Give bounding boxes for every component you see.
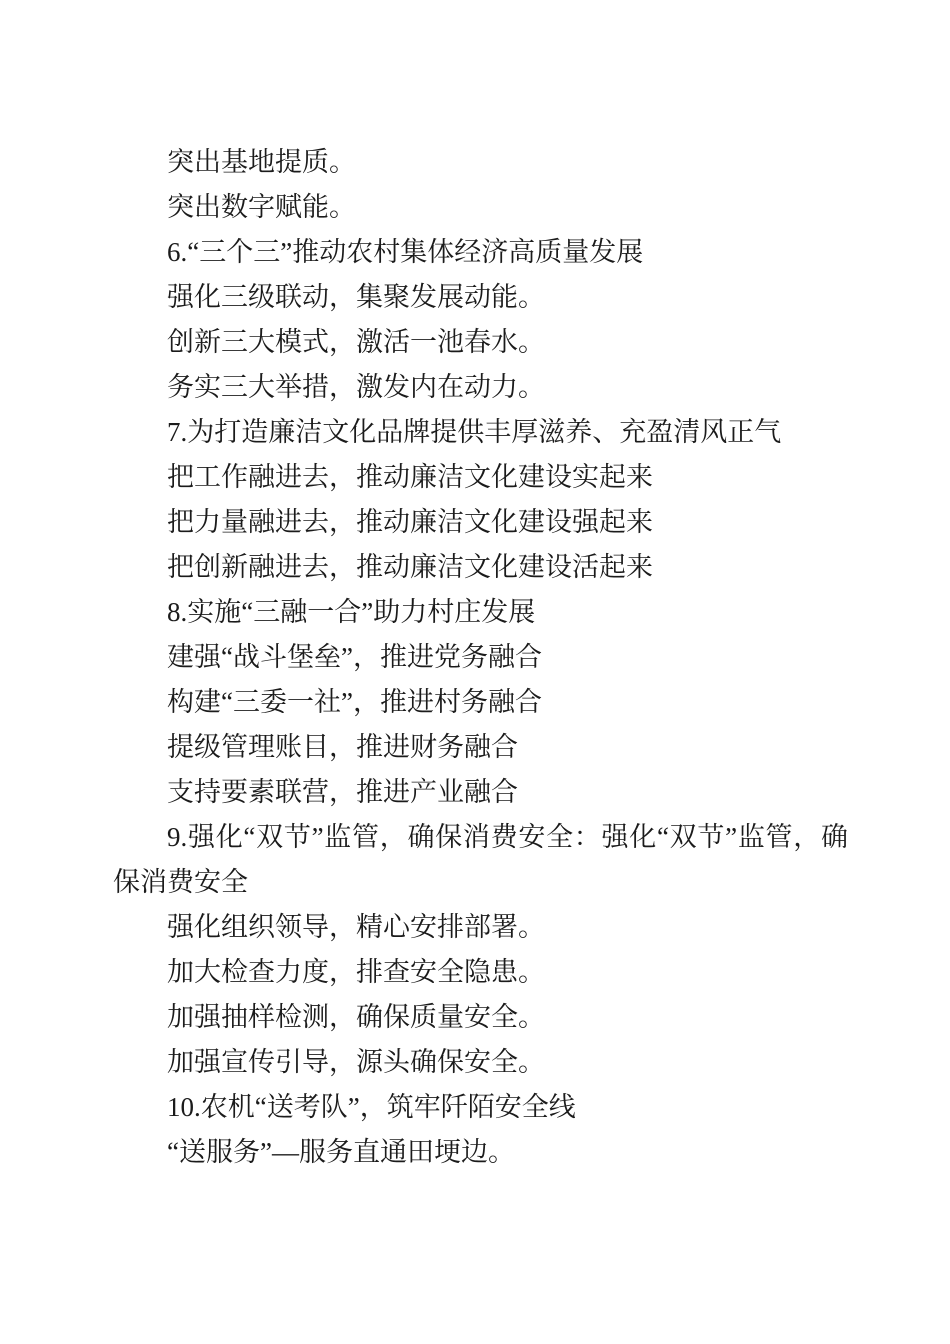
document-paragraph: 把工作融进去，推动廉洁文化建设实起来 xyxy=(167,462,653,492)
document-paragraph: 加强抽样检测，确保质量安全。 xyxy=(167,1002,545,1032)
document-paragraph: 强化组织领导，精心安排部署。 xyxy=(167,912,545,942)
document-paragraph: 把创新融进去，推动廉洁文化建设活起来 xyxy=(167,552,653,582)
document-paragraph: 提级管理账目，推进财务融合 xyxy=(167,732,518,762)
document-paragraph: 突出基地提质。 xyxy=(167,147,356,177)
document-paragraph: 支持要素联营，推进产业融合 xyxy=(167,777,518,807)
document-paragraph: 强化三级联动，集聚发展动能。 xyxy=(167,282,545,312)
document-paragraph: “送服务”—服务直通田埂边。 xyxy=(167,1137,515,1167)
document-paragraph: 创新三大模式，激活一池春水。 xyxy=(167,327,545,357)
document-paragraph: 加大检查力度，排查安全隐患。 xyxy=(167,957,545,987)
numbered-item-heading: 6.“三个三”推动农村集体经济高质量发展 xyxy=(167,237,644,267)
document-paragraph: 把力量融进去，推动廉洁文化建设强起来 xyxy=(167,507,653,537)
document-paragraph: 构建“三委一社”，推进村务融合 xyxy=(167,687,542,717)
document-paragraph: 加强宣传引导，源头确保安全。 xyxy=(167,1047,545,1077)
numbered-item-heading: 8.实施“三融一合”助力村庄发展 xyxy=(167,597,536,627)
numbered-item-heading: 9.强化“双节”监管，确保消费安全：强化“双节”监管，确保消费安全 xyxy=(113,822,848,897)
document-paragraph: 建强“战斗堡垒”，推进党务融合 xyxy=(167,642,542,672)
document-paragraph: 务实三大举措，激发内在动力。 xyxy=(167,372,545,402)
document-paragraph: 突出数字赋能。 xyxy=(167,192,356,222)
numbered-item-heading: 7.为打造廉洁文化品牌提供丰厚滋养、充盈清风正气 xyxy=(167,417,782,447)
numbered-item-heading: 10.农机“送考队”，筑牢阡陌安全线 xyxy=(167,1092,576,1122)
